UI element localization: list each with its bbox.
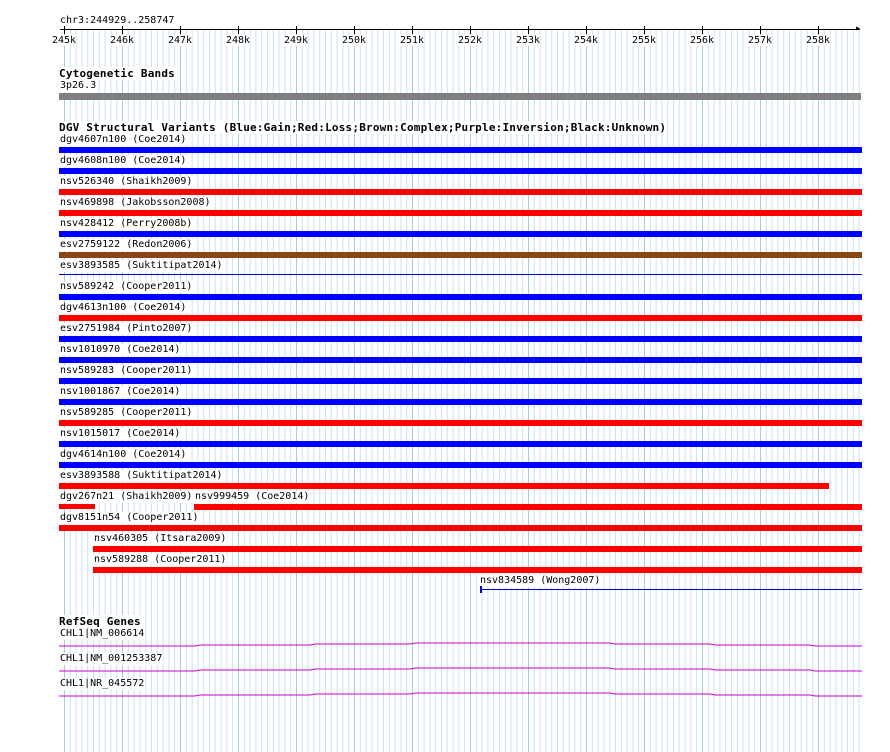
variant-bar[interactable]	[93, 567, 862, 573]
ruler-tick	[238, 26, 239, 34]
variant-bar[interactable]	[59, 399, 862, 405]
variant-bar[interactable]	[59, 357, 862, 363]
gene-label[interactable]: CHL1|NM_006614	[60, 628, 145, 639]
ruler-tick-label: 246k	[110, 35, 135, 46]
variant-label[interactable]: nsv469898 (Jakobsson2008)	[60, 197, 211, 208]
variant-bar[interactable]	[59, 525, 862, 531]
variant-bar[interactable]	[59, 315, 862, 321]
ruler-tick	[702, 26, 703, 34]
variant-bar[interactable]	[59, 252, 862, 258]
variant-bar[interactable]	[194, 504, 862, 510]
ruler-tick-label: 257k	[748, 35, 773, 46]
ruler-tick	[818, 26, 819, 34]
ruler-location: chr3:244929..258747	[60, 15, 175, 26]
ruler-tick	[528, 26, 529, 34]
variant-bar[interactable]	[59, 189, 862, 195]
cytoband-label[interactable]: 3p26.3	[60, 80, 97, 91]
variant-label[interactable]: nsv460305 (Itsara2009)	[94, 533, 227, 544]
ruler-tick-label: 253k	[516, 35, 541, 46]
variant-label[interactable]: esv2759122 (Redon2006)	[60, 239, 193, 250]
variant-bar[interactable]	[59, 274, 862, 275]
variant-label[interactable]: esv3893588 (Suktitipat2014)	[60, 470, 223, 481]
gene-model[interactable]	[0, 656, 890, 676]
variant-bar[interactable]	[59, 462, 862, 468]
ruler-tick-label: 251k	[400, 35, 425, 46]
variant-bar[interactable]	[59, 441, 862, 447]
variant-bar[interactable]	[59, 378, 862, 384]
ruler-tick	[64, 26, 65, 34]
ruler-tick	[586, 26, 587, 34]
gene-line	[59, 693, 862, 696]
variant-label[interactable]: esv2751984 (Pinto2007)	[60, 323, 193, 334]
variant-label[interactable]: nsv999459 (Coe2014)	[195, 491, 310, 502]
ruler-tick-label: 258k	[806, 35, 831, 46]
variant-label[interactable]: nsv589283 (Cooper2011)	[60, 365, 193, 376]
ruler-tick-label: 256k	[690, 35, 715, 46]
gene-model[interactable]	[0, 631, 890, 651]
variant-label[interactable]: dgv4614n100 (Coe2014)	[60, 449, 187, 460]
variant-label[interactable]: dgv4613n100 (Coe2014)	[60, 302, 187, 313]
variant-bar[interactable]	[480, 589, 862, 590]
variant-bar[interactable]	[59, 147, 862, 153]
ruler-tick-label: 247k	[168, 35, 193, 46]
variant-bar[interactable]	[59, 231, 862, 237]
variant-label[interactable]: dgv8151n54 (Cooper2011)	[60, 512, 199, 523]
gene-label[interactable]: CHL1|NR_045572	[60, 678, 145, 689]
variant-label[interactable]: nsv1001867 (Coe2014)	[60, 386, 181, 397]
gene-label[interactable]: CHL1|NM_001253387	[60, 653, 163, 664]
variant-label[interactable]: dgv4607n100 (Coe2014)	[60, 134, 187, 145]
cytoband-track-title: Cytogenetic Bands	[59, 67, 175, 80]
ruler-tick	[470, 26, 471, 34]
ruler-tick-label: 249k	[284, 35, 309, 46]
ruler-arrow-icon: ▸	[855, 23, 862, 34]
variant-label[interactable]: nsv526340 (Shaikh2009)	[60, 176, 193, 187]
variant-label[interactable]: nsv589285 (Cooper2011)	[60, 407, 193, 418]
variant-label[interactable]: nsv589288 (Cooper2011)	[94, 554, 227, 565]
ruler-tick	[180, 26, 181, 34]
gene-line	[59, 643, 862, 646]
refseq-track-title: RefSeq Genes	[59, 615, 141, 628]
variant-label[interactable]: esv3893585 (Suktitipat2014)	[60, 260, 223, 271]
ruler-tick	[644, 26, 645, 34]
ruler-tick	[354, 26, 355, 34]
variant-bar[interactable]	[59, 294, 862, 300]
ruler-tick	[122, 26, 123, 34]
ruler-tick	[296, 26, 297, 34]
ruler-tick	[760, 26, 761, 34]
variant-bar[interactable]	[59, 483, 829, 489]
variant-label[interactable]: nsv589242 (Cooper2011)	[60, 281, 193, 292]
ruler-tick-label: 250k	[342, 35, 367, 46]
variant-label[interactable]: nsv428412 (Perry2008b)	[60, 218, 193, 229]
ruler-tick-label: 252k	[458, 35, 483, 46]
gene-model[interactable]	[0, 681, 890, 701]
variant-bar[interactable]	[59, 420, 862, 426]
dgv-track-title: DGV Structural Variants (Blue:Gain;Red:Loss;Brown:Complex;Purple:Inversion;Black:Unknown)	[59, 121, 667, 134]
variant-label[interactable]: dgv267n21 (Shaikh2009)	[60, 491, 193, 502]
variant-bar[interactable]	[59, 504, 95, 509]
variant-start-marker	[480, 586, 482, 593]
ruler-tick	[412, 26, 413, 34]
variant-bar[interactable]	[59, 210, 862, 216]
gene-line	[59, 668, 862, 671]
ruler-tick-label: 248k	[226, 35, 251, 46]
variant-label[interactable]: nsv834589 (Wong2007)	[480, 575, 601, 586]
variant-label[interactable]: nsv1010970 (Coe2014)	[60, 344, 181, 355]
variant-bar[interactable]	[93, 546, 862, 552]
variant-bar[interactable]	[59, 336, 862, 342]
variant-label[interactable]: nsv1015017 (Coe2014)	[60, 428, 181, 439]
variant-label[interactable]: dgv4608n100 (Coe2014)	[60, 155, 187, 166]
ruler-tick-label: 245k	[52, 35, 77, 46]
variant-bar[interactable]	[59, 168, 862, 174]
ruler-tick-label: 254k	[574, 35, 599, 46]
cytoband-bar[interactable]	[59, 93, 861, 100]
ruler-tick-label: 255k	[632, 35, 657, 46]
